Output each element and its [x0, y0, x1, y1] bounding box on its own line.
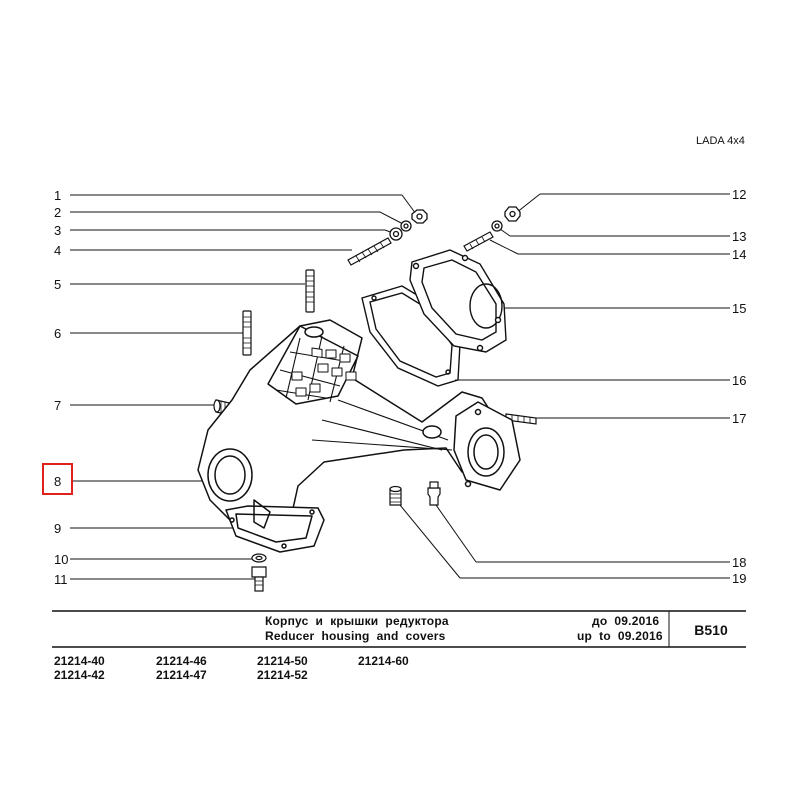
callout-4: 4: [54, 243, 62, 258]
callout-19: 19: [732, 571, 747, 586]
nut-1: [412, 210, 427, 223]
callout-6: 6: [54, 326, 62, 341]
model-code: 21214-40: [54, 654, 105, 668]
callout-3: 3: [54, 223, 62, 238]
model-code: 21214-50: [257, 654, 308, 668]
date-ru: до 09.2016: [592, 614, 660, 628]
callout-15: 15: [732, 301, 747, 316]
callout-18: 18: [732, 555, 747, 570]
callout-1: 1: [54, 188, 62, 203]
nut-12: [505, 207, 520, 221]
brand-label: LADA 4x4: [696, 135, 745, 147]
title-en: Reducer housing and covers: [265, 629, 446, 643]
model-code: 21214-52: [257, 668, 308, 682]
callout-14: 14: [732, 247, 747, 262]
leader-lines: [70, 194, 730, 579]
callout-17: 17: [732, 411, 747, 426]
washer-2: [401, 221, 411, 231]
stud-4: [348, 238, 391, 265]
model-code: 21214-46: [156, 654, 207, 668]
stud-5: [306, 270, 314, 312]
callout-10: 10: [54, 552, 69, 567]
callout-13: 13: [732, 229, 747, 244]
plug-18: [428, 482, 440, 505]
date-en: up to 09.2016: [577, 629, 663, 643]
callout-12: 12: [732, 187, 747, 202]
model-code: 21214-47: [156, 668, 207, 682]
washer-13: [492, 221, 502, 231]
callout-9: 9: [54, 521, 62, 536]
page-code: B510: [694, 622, 728, 638]
callout-16: 16: [732, 373, 747, 388]
callout-11: 11: [54, 572, 68, 587]
model-code: 21214-60: [358, 654, 409, 668]
callout-8: 8: [54, 474, 62, 489]
title-ru: Корпус и крышки редуктора: [265, 614, 449, 628]
callouts-right: [732, 187, 746, 586]
washer-3: [390, 228, 402, 240]
stud-6: [243, 311, 251, 355]
callouts-left: [54, 188, 68, 587]
model-code: 21214-42: [54, 668, 105, 682]
plug-19: [390, 487, 401, 506]
stud-14: [464, 232, 493, 251]
callout-2: 2: [54, 205, 62, 220]
cover-15: [410, 250, 506, 352]
callout-5: 5: [54, 277, 62, 292]
washer-10: [252, 554, 266, 562]
callout-7: 7: [54, 398, 62, 413]
